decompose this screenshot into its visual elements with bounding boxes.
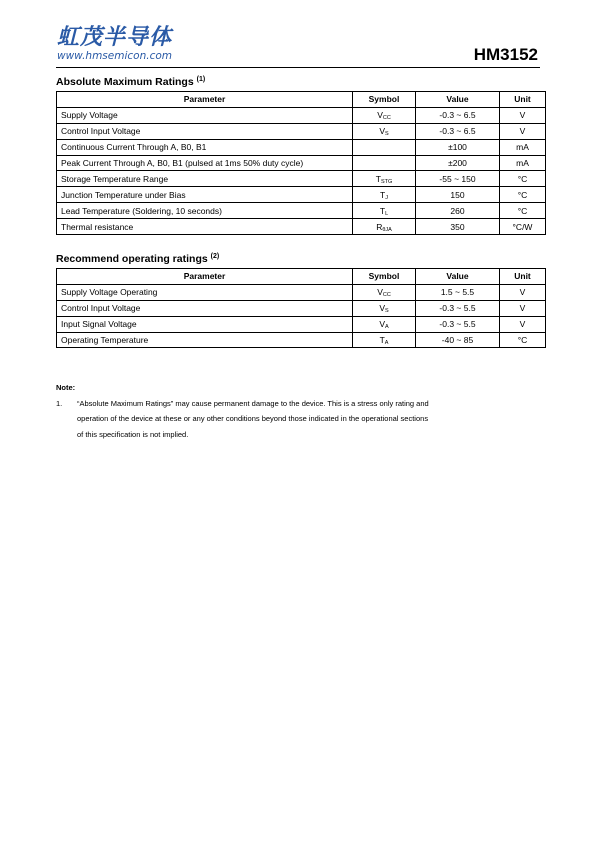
table-row — [57, 171, 546, 187]
abs-max-title — [56, 76, 205, 88]
column-header: Value — [416, 92, 500, 108]
note-line: operation of the device at these or any other conditions beyond those indicated in the operational sections — [77, 414, 429, 423]
value-cell: -0.3 ~ 6.5 — [416, 123, 500, 139]
parameter-cell: Continuous Current Through A, B0, B1 — [57, 139, 353, 155]
symbol-cell — [353, 284, 416, 300]
parameter-cell: Control Input Voltage — [57, 300, 353, 316]
symbol-main: T — [375, 173, 381, 184]
value-cell: -0.3 ~ 5.5 — [416, 300, 500, 316]
symbol-cell — [353, 203, 416, 219]
symbol-main: V — [377, 287, 383, 298]
symbol-subscript: A — [384, 340, 389, 346]
column-header: Symbol — [353, 92, 416, 108]
symbol-cell — [353, 187, 416, 203]
table-row — [57, 155, 546, 171]
value-cell: -55 ~ 150 — [416, 171, 500, 187]
symbol-cell — [353, 332, 416, 348]
value-cell: ±200 — [416, 155, 500, 171]
value-cell: -40 ~ 85 — [416, 332, 500, 348]
value-cell: 1.5 ~ 5.5 — [416, 284, 500, 300]
unit-cell: V — [500, 107, 546, 123]
unit-cell: V — [500, 284, 546, 300]
table-row — [57, 332, 546, 348]
parameter-cell: Supply Voltage — [57, 107, 353, 123]
part-number: HM3152 — [473, 45, 538, 64]
parameter-cell: Storage Temperature Range — [57, 171, 353, 187]
value-cell: ±100 — [416, 139, 500, 155]
symbol-subscript: STG — [380, 178, 393, 185]
value-cell: 260 — [416, 203, 500, 219]
parameter-cell: Lead Temperature (Soldering, 10 seconds) — [57, 203, 353, 219]
recommended-table — [56, 268, 546, 348]
column-header: Value — [416, 269, 500, 285]
symbol-subscript: L — [385, 210, 389, 217]
symbol-subscript: θJA — [382, 226, 392, 233]
symbol-subscript: J — [385, 194, 388, 201]
recommended-rows — [57, 284, 546, 348]
recommended-title-text: Recommend operating ratings — [56, 253, 208, 265]
abs-max-table — [56, 91, 546, 235]
table-row — [57, 203, 546, 219]
note-line: of this specification is not implied. — [77, 430, 189, 439]
symbol-cell — [353, 107, 416, 123]
recommended-title — [56, 253, 219, 265]
table-row — [57, 107, 546, 123]
unit-cell: mA — [500, 139, 546, 155]
table-row — [57, 123, 546, 139]
company-logo-cn: 虹茂半导体 — [57, 24, 173, 50]
unit-cell: °C — [500, 332, 546, 348]
value-cell: -0.3 ~ 5.5 — [416, 316, 500, 332]
parameter-cell: Control Input Voltage — [57, 123, 353, 139]
symbol-subscript: CC — [382, 115, 391, 122]
table-row — [57, 219, 546, 235]
abs-max-title-note: (1) — [196, 76, 206, 83]
symbol-cell — [353, 155, 416, 171]
unit-cell: °C — [500, 187, 546, 203]
column-header: Parameter — [57, 92, 353, 108]
symbol-main: V — [377, 110, 383, 121]
note-number: 1. — [56, 399, 63, 408]
table-row — [57, 316, 546, 332]
abs-max-title-text: Absolute Maximum Ratings — [56, 76, 194, 88]
symbol-subscript: A — [385, 324, 389, 331]
symbol-cell — [353, 139, 416, 155]
unit-cell: V — [500, 123, 546, 139]
company-url: www.hmsemicon.com — [57, 50, 173, 62]
table-row — [57, 300, 546, 316]
symbol-subscript: S — [385, 308, 389, 315]
symbol-subscript: CC — [382, 292, 391, 299]
symbol-main: T — [379, 205, 386, 216]
unit-cell: V — [500, 316, 546, 332]
note-title: Note: — [56, 383, 76, 392]
symbol-cell — [353, 219, 416, 235]
symbol-main: V — [379, 319, 385, 330]
symbol-cell — [353, 300, 416, 316]
table-row — [57, 284, 546, 300]
unit-cell: °C — [500, 203, 546, 219]
parameter-cell: Peak Current Through A, B0, B1 (pulsed at 1ms 50% duty cycle) — [57, 155, 353, 171]
table-row — [57, 187, 546, 203]
column-header: Unit — [500, 92, 546, 108]
value-cell: 150 — [416, 187, 500, 203]
symbol-main: V — [379, 303, 385, 314]
recommended-title-note: (2) — [210, 253, 220, 260]
parameter-cell: Supply Voltage Operating — [57, 284, 353, 300]
symbol-subscript: S — [385, 131, 389, 138]
header-divider — [56, 67, 540, 68]
unit-cell: mA — [500, 155, 546, 171]
symbol-main: T — [379, 335, 385, 345]
symbol-cell — [353, 171, 416, 187]
column-header: Parameter — [57, 269, 353, 285]
table-row — [57, 139, 546, 155]
parameter-cell: Operating Temperature — [57, 332, 353, 348]
table-header-row — [57, 92, 546, 108]
symbol-cell — [353, 316, 416, 332]
abs-max-rows — [57, 107, 546, 234]
symbol-cell — [353, 123, 416, 139]
symbol-main: R — [376, 221, 383, 232]
value-cell: -0.3 ~ 6.5 — [416, 107, 500, 123]
parameter-cell: Junction Temperature under Bias — [57, 187, 353, 203]
symbol-main: V — [379, 126, 385, 137]
value-cell: 350 — [416, 219, 500, 235]
table-header-row — [57, 269, 546, 285]
column-header: Symbol — [353, 269, 416, 285]
note-line: “Absolute Maximum Ratings” may cause permanent damage to the device. This is a stress only rating and — [77, 399, 429, 408]
column-header: Unit — [500, 269, 546, 285]
unit-cell: V — [500, 300, 546, 316]
unit-cell: °C — [500, 171, 546, 187]
parameter-cell: Input Signal Voltage — [57, 316, 353, 332]
unit-cell: °C/W — [500, 219, 546, 235]
symbol-main: T — [380, 189, 386, 200]
parameter-cell: Thermal resistance — [57, 219, 353, 235]
